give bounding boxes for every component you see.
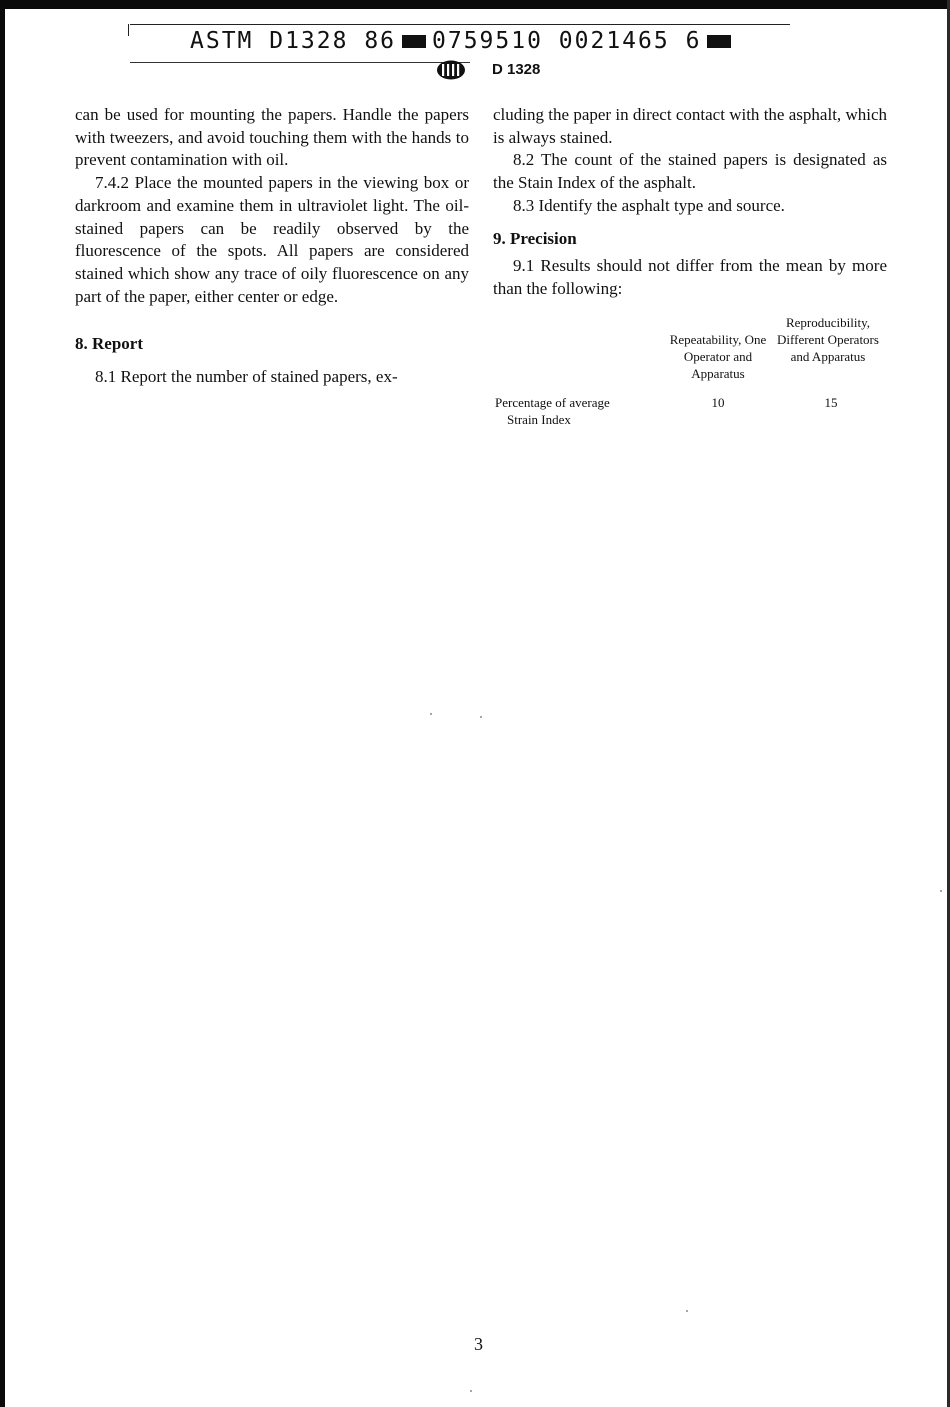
paragraph-8-3: 8.3 Identify the asphalt type and source. xyxy=(513,195,785,215)
table-header-reproducibility: Reproducibility, Different Operators and Apparatus xyxy=(777,315,879,364)
page-number: 3 xyxy=(474,1334,483,1354)
scan-border-top xyxy=(0,0,950,9)
scan-speck xyxy=(430,713,432,715)
scan-rule-top xyxy=(130,24,790,25)
scan-rule-tick xyxy=(128,24,129,36)
paragraph-8-2: 8.2 The count of the stained papers is designated as the Stain Index of the asphalt. xyxy=(493,150,887,193)
paragraph-7-4-2: 7.4.2 Place the mounted papers in the viewing box or darkroom and examine them in ultraviolet light. The oil-stained papers can be readily observed by the fluorescence of the spots. All papers are considered stained which show any trace of oily fluorescence on any part of the paper, either center or edge. xyxy=(75,173,469,306)
section-heading-precision: 9. Precision xyxy=(493,228,577,248)
left-column xyxy=(75,104,469,389)
paragraph: can be used for mounting the papers. Handle the papers with tweezers, and avoid touching them with the hands to prevent contamination with oil. xyxy=(75,105,469,170)
scan-speck xyxy=(470,1390,472,1392)
scan-speck xyxy=(940,890,942,892)
table-cell-reproducibility: 15 xyxy=(824,395,838,410)
scan-border-left xyxy=(0,0,5,1407)
right-column xyxy=(493,104,887,301)
astm-logo-icon xyxy=(436,60,466,80)
paragraph: cluding the paper in direct contact with the asphalt, which is always stained. xyxy=(493,105,887,147)
paragraph-8-1: 8.1 Report the number of stained papers, ex- xyxy=(95,367,398,387)
table-cell-repeatability: 10 xyxy=(711,395,725,410)
scan-header-code: ASTM D1328 86 0759510 0021465 6 xyxy=(190,28,737,54)
scan-speck xyxy=(480,716,482,718)
table-header-repeatability: Repeatability, One Operator and Apparatus xyxy=(669,332,767,381)
header-rule xyxy=(130,62,470,63)
paragraph-9-1: 9.1 Results should not differ from the mean by more than the following: xyxy=(493,256,887,298)
section-heading-report: 8. Report xyxy=(75,334,143,354)
scan-speck xyxy=(686,1310,688,1312)
standard-designation: D 1328 xyxy=(492,61,541,78)
scan-block-mark xyxy=(402,35,426,48)
scan-block-mark xyxy=(707,35,731,48)
table-row-label: Percentage of average Strain Index xyxy=(495,395,610,427)
